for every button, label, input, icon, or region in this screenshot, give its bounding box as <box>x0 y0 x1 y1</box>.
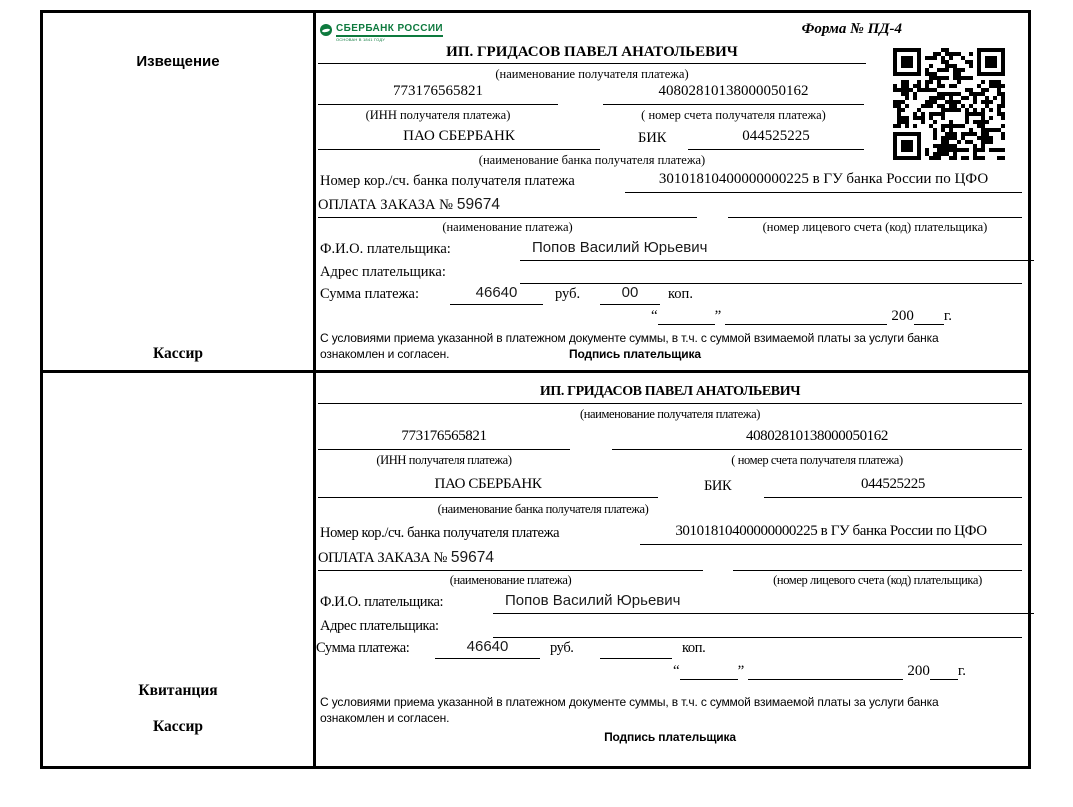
date-line <box>651 305 952 325</box>
agreement-text <box>320 331 980 362</box>
payer-address-label: Адрес плательщика: <box>320 264 446 280</box>
date-day-field <box>658 307 715 325</box>
personal-account-field <box>733 549 1022 571</box>
recipient-name: ИП. ГРИДАСОВ ПАВЕЛ АНАТОЛЬЕВИЧ <box>318 384 1022 404</box>
payer-name-field: Попов Василий Юрьевич <box>493 592 1034 614</box>
bank-caption: (наименование банка получателя платежа) <box>437 502 649 516</box>
amount-rub-field: 46640 <box>450 284 543 305</box>
inn-caption: (ИНН получателя платежа) <box>376 453 512 467</box>
corr-account-label: Номер кор./сч. банка получателя платежа <box>320 525 560 541</box>
receipt-cashier-label: Кассир <box>152 718 204 735</box>
bank-caption: (наименование банка получателя платежа) <box>478 153 706 167</box>
bank-name-field: ПАО СБЕРБАНК <box>318 128 600 150</box>
notice-form-cell <box>316 13 1028 370</box>
signature-label: Подпись плательщика <box>604 730 736 744</box>
receipt-side-label: Квитанция <box>138 682 218 699</box>
notice-stub-cell <box>43 13 313 370</box>
bank-name-field: ПАО СБЕРБАНК <box>318 476 658 498</box>
payer-name-field: Попов Василий Юрьевич <box>520 239 1034 261</box>
notice-cashier-label: Кассир <box>152 345 204 362</box>
qr-code-icon <box>893 48 1005 160</box>
purpose-label: ОПЛАТА ЗАКАЗА № <box>318 550 447 566</box>
account-field: 40802810138000050162 <box>612 428 1022 450</box>
date-line <box>673 660 966 680</box>
bik-field: 044525225 <box>688 128 864 150</box>
corr-account-field: 30101810400000000225 в ГУ банка России по ЦФО <box>640 523 1022 545</box>
account-caption: ( номер счета получателя платежа) <box>731 453 903 467</box>
agreement-line2-text: ознакомлен и согласен. <box>320 346 450 361</box>
date-open-quote: “ <box>651 308 658 324</box>
recipient-caption: (наименование получателя платежа) <box>579 407 761 421</box>
recipient-caption: (наименование получателя платежа) <box>495 67 689 81</box>
amount-label: Сумма платежа: <box>320 286 419 302</box>
signature-label: Подпись плательщика <box>569 346 701 361</box>
payer-address-label: Адрес плательщика: <box>320 618 439 634</box>
payer-address-field <box>520 262 1022 284</box>
bik-label: БИК <box>704 478 732 494</box>
personal-account-field <box>728 196 1022 218</box>
notice-side-label: Извещение <box>136 53 220 70</box>
purpose-field <box>318 196 697 218</box>
inn-caption: (ИНН получателя платежа) <box>365 108 511 122</box>
receipt-form-cell <box>316 373 1028 766</box>
amount-rub-field: 46640 <box>435 638 540 659</box>
sberbank-emblem-icon <box>320 24 332 36</box>
kop-label: коп. <box>682 640 706 656</box>
amount-kop-field: 00 <box>600 284 660 305</box>
purpose-field <box>318 549 703 571</box>
year-field <box>930 662 958 680</box>
amount-label: Сумма платежа: <box>316 640 410 656</box>
inn-field: 773176565821 <box>318 83 558 105</box>
bik-field: 044525225 <box>764 476 1022 498</box>
year-suffix: г. <box>957 663 967 679</box>
year-field <box>914 307 944 325</box>
agreement-text <box>320 695 980 726</box>
account-field: 40802810138000050162 <box>603 83 864 105</box>
sberbank-logo-text: СБЕРБАНК РОССИИ <box>336 23 443 37</box>
bik-label: БИК <box>638 130 667 146</box>
rub-label: руб. <box>555 286 581 302</box>
order-number-value: 59674 <box>456 196 501 213</box>
year-suffix: г. <box>943 308 953 324</box>
purpose-label: ОПЛАТА ЗАКАЗА № <box>318 197 453 213</box>
receipt-stub-cell <box>43 373 313 766</box>
year-prefix: 200 <box>891 308 914 324</box>
purpose-caption: (наименование платежа) <box>449 573 572 587</box>
agreement-line1: С условиями приема указанной в платежном документе суммы, в т.ч. с суммой взимаемой платы за услуги банка <box>320 695 939 709</box>
agreement-line1: С условиями приема указанной в платежном документе суммы, в т.ч. с суммой взимаемой платы за услуги банка <box>320 331 939 345</box>
recipient-name: ИП. ГРИДАСОВ ПАВЕЛ АНАТОЛЬЕВИЧ <box>318 44 866 64</box>
personal-account-caption: (номер лицевого счета (код) плательщика) <box>762 220 988 234</box>
purpose-caption: (наименование платежа) <box>442 220 573 234</box>
form-sheet <box>40 10 1031 769</box>
rub-label: руб. <box>550 640 574 656</box>
personal-account-caption: (номер лицевого счета (код) плательщика) <box>773 573 982 587</box>
sberbank-logo <box>320 18 443 42</box>
date-close-quote: ” <box>714 308 722 324</box>
payer-name-label: Ф.И.О. плательщика: <box>320 241 451 257</box>
corr-account-field: 30101810400000000225 в ГУ банка России по ЦФО <box>625 171 1022 193</box>
date-open-quote: “ <box>673 663 680 679</box>
sberbank-logo-tagline: ОСНОВАН В 1841 ГОДУ <box>336 37 386 42</box>
form-number-label: Форма № ПД-4 <box>801 21 902 37</box>
agreement-line2: ознакомлен и согласен. <box>320 710 450 725</box>
date-month-field <box>748 662 903 680</box>
kop-label: коп. <box>668 286 693 302</box>
year-prefix: 200 <box>907 663 930 679</box>
payer-address-field <box>493 616 1022 638</box>
account-caption: ( номер счета получателя платежа) <box>641 108 826 122</box>
date-month-field <box>725 307 887 325</box>
inn-field: 773176565821 <box>318 428 570 450</box>
date-close-quote: ” <box>737 663 745 679</box>
order-number-value: 59674 <box>450 549 495 566</box>
payer-name-label: Ф.И.О. плательщика: <box>320 594 444 610</box>
date-day-field <box>680 662 738 680</box>
amount-kop-field <box>600 638 672 659</box>
agreement-line2 <box>320 347 980 363</box>
corr-account-label: Номер кор./сч. банка получателя платежа <box>320 173 575 189</box>
